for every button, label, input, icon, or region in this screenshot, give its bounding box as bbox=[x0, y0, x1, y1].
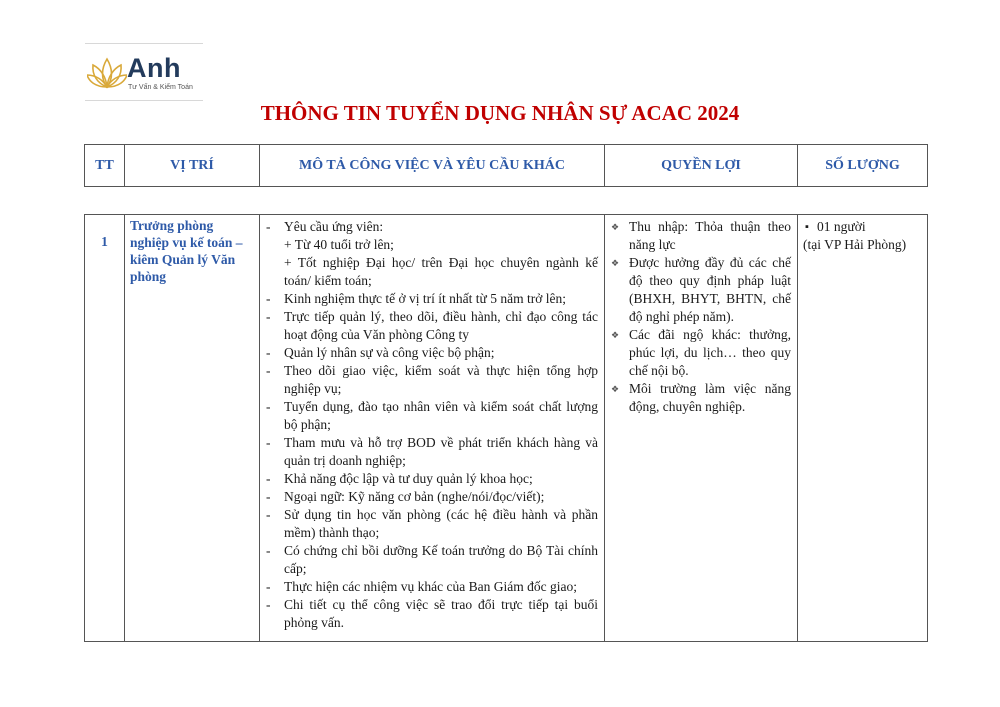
list-item: - Thực hiện các nhiệm vụ khác của Ban Giám đốc giao; bbox=[264, 578, 598, 596]
list-item: + Tốt nghiệp Đại học/ trên Đại học chuyên ngành kế toán/ kiểm toán; bbox=[284, 255, 598, 288]
job-description-list bbox=[264, 218, 598, 632]
list-item: - Có chứng chỉ bồi dưỡng Kế toán trưởng do Bộ Tài chính cấp; bbox=[264, 542, 598, 578]
logo-subtitle: Tư Vấn & Kiểm Toán bbox=[128, 84, 193, 91]
header-row bbox=[85, 145, 928, 187]
benefits-cell bbox=[605, 215, 798, 642]
list-item: - Quản lý nhân sự và công việc bộ phận; bbox=[264, 344, 598, 362]
company-logo bbox=[85, 43, 203, 101]
header-position: VỊ TRÍ bbox=[125, 145, 260, 187]
list-item: ❖ Thu nhập: Thỏa thuận theo năng lực bbox=[609, 218, 791, 254]
job-position: Trưởng phòng nghiệp vụ kế toán – kiêm Quản lý Văn phòng bbox=[125, 215, 260, 642]
quantity-value: ▪ 01 người bbox=[803, 218, 923, 236]
list-item: - Theo dõi giao việc, kiểm soát và thực hiện tổng hợp nghiệp vụ; bbox=[264, 362, 598, 398]
list-item: - Yêu cầu ứng viên: bbox=[264, 218, 598, 236]
list-item: - Tuyển dụng, đào tạo nhân viên và kiểm soát chất lượng bộ phận; bbox=[264, 398, 598, 434]
quantity-list bbox=[803, 218, 923, 236]
list-item: - Khả năng độc lập và tư duy quản lý khoa học; bbox=[264, 470, 598, 488]
list-item: - Trực tiếp quản lý, theo dõi, điều hành, chỉ đạo công tác hoạt động của Văn phòng Công ty bbox=[264, 308, 598, 344]
header-benefits: QUYỀN LỢI bbox=[605, 145, 798, 187]
job-description-cell bbox=[260, 215, 605, 642]
list-item: - Sử dụng tin học văn phòng (các hệ điều hành và phần mềm) thành thạo; bbox=[264, 506, 598, 542]
header-table bbox=[84, 144, 928, 187]
header-description: MÔ TẢ CÔNG VIỆC VÀ YÊU CẦU KHÁC bbox=[260, 145, 605, 187]
list-item: + Từ 40 tuổi trở lên; bbox=[284, 237, 394, 252]
list-item: ❖ Được hưởng đầy đủ các chế độ theo quy định pháp luật (BHXH, BHYT, BHTN, chế độ nghỉ phép năm). bbox=[609, 254, 791, 326]
list-item: - Kinh nghiệm thực tế ở vị trí ít nhất từ 5 năm trở lên; bbox=[264, 290, 598, 308]
header-tt: TT bbox=[85, 145, 125, 187]
job-table bbox=[84, 214, 928, 642]
quantity-location: (tại VP Hải Phòng) bbox=[803, 237, 907, 252]
list-item: - Chi tiết cụ thể công việc sẽ trao đổi trực tiếp tại buổi phỏng vấn. bbox=[264, 596, 598, 632]
logo-name: Anh bbox=[127, 53, 181, 83]
list-item: ❖ Các đãi ngộ khác: thưởng, phúc lợi, du lịch… theo quy chế nội bộ. bbox=[609, 326, 791, 380]
list-item: - Tham mưu và hỗ trợ BOD về phát triển khách hàng và quản trị doanh nghiệp; bbox=[264, 434, 598, 470]
row-number: 1 bbox=[85, 215, 125, 642]
header-quantity: SỐ LƯỢNG bbox=[798, 145, 928, 187]
logo-divider-top bbox=[85, 43, 203, 44]
lotus-icon bbox=[87, 55, 127, 91]
quantity-cell bbox=[798, 215, 928, 642]
list-item: - Ngoại ngữ: Kỹ năng cơ bản (nghe/nói/đọc/viết); bbox=[264, 488, 598, 506]
list-item: ❖ Môi trường làm việc năng động, chuyên nghiệp. bbox=[609, 380, 791, 416]
table-row bbox=[85, 215, 928, 642]
page-title: THÔNG TIN TUYỂN DỤNG NHÂN SỰ ACAC 2024 bbox=[260, 101, 740, 125]
benefits-list bbox=[609, 218, 791, 416]
